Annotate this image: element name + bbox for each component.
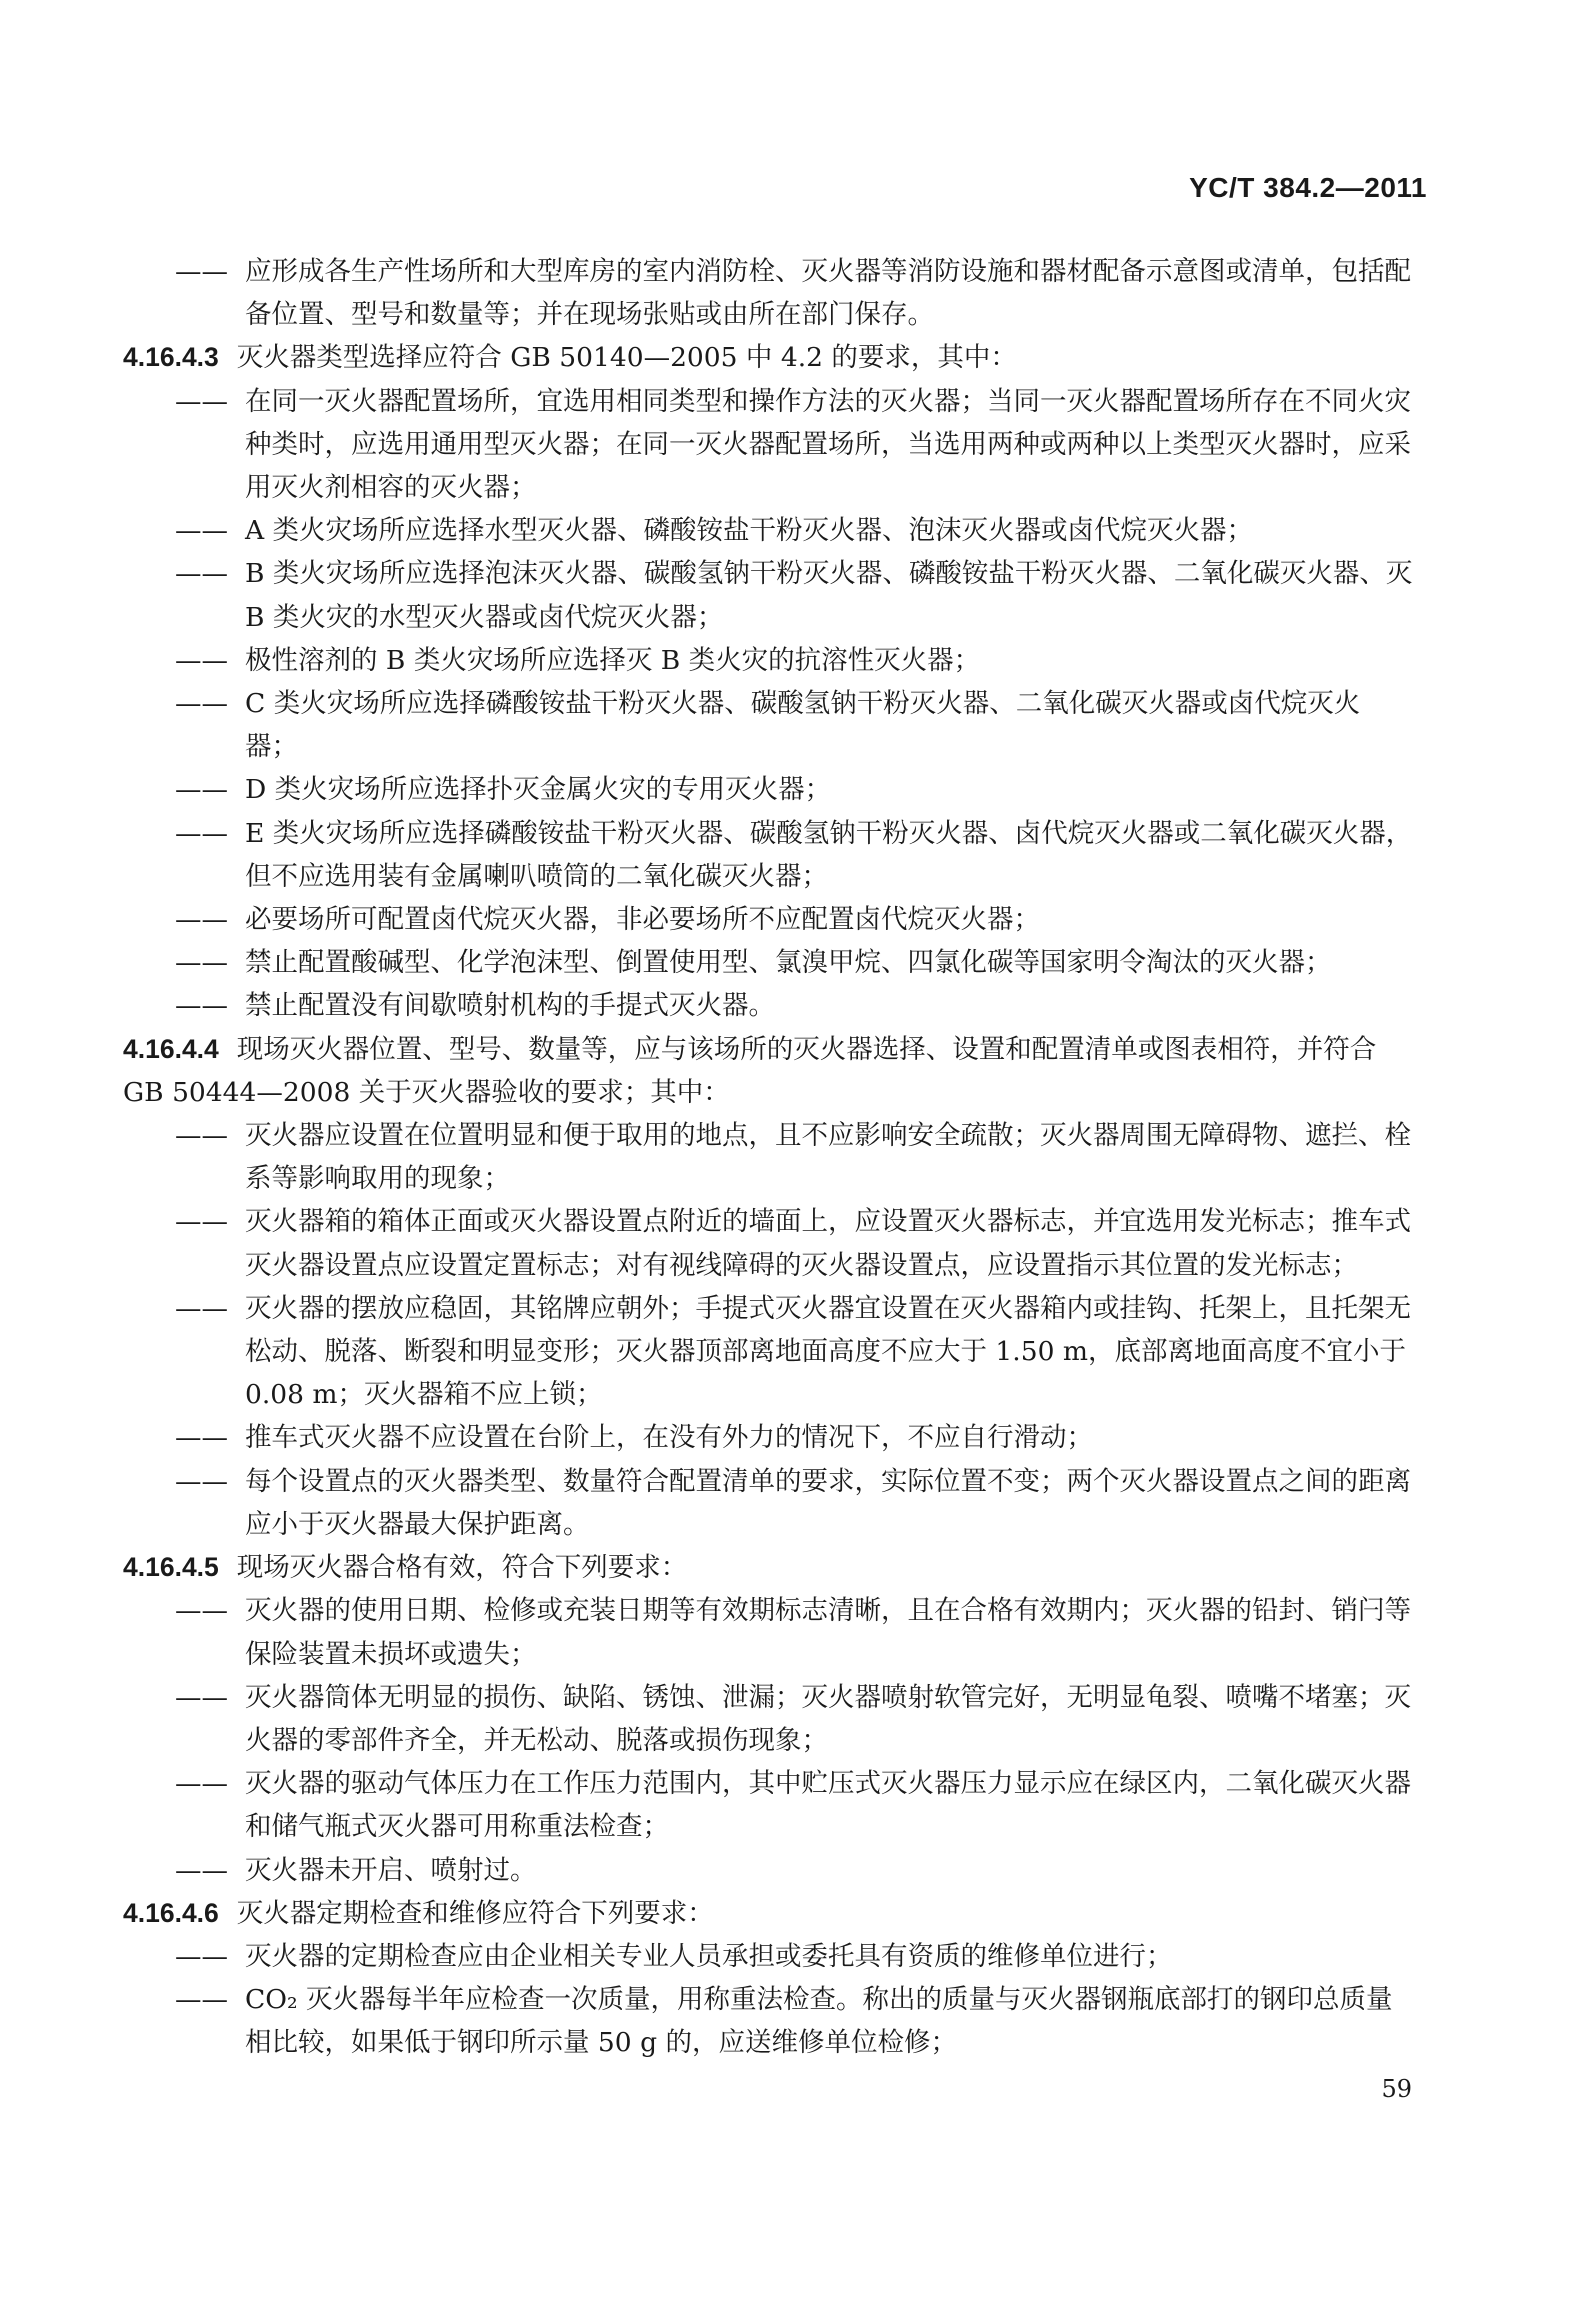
section-clause xyxy=(123,1028,1413,1114)
clause-number: 4.16.4.5 xyxy=(123,1552,219,1583)
list-item xyxy=(123,984,1413,1027)
clause-text: 现场灭火器位置、型号、数量等，应与该场所的灭火器选择、设置和配置清单或图表相符，并符合 GB 50444—2008 关于灭火器验收的要求；其中： xyxy=(123,1033,1377,1108)
item-text: 必要场所可配置卤代烷灭火器，非必要场所不应配置卤代烷灭火器； xyxy=(245,904,1040,936)
list-item xyxy=(123,250,1413,336)
item-dash: —— xyxy=(175,1681,228,1713)
list-item xyxy=(123,941,1413,984)
item-text: 灭火器的定期检查应由企业相关专业人员承担或委托具有资质的维修单位进行； xyxy=(245,1940,1173,1972)
item-dash: —— xyxy=(175,256,228,287)
list-item xyxy=(123,1416,1413,1459)
item-text: 灭火器箱的箱体正面或灭火器设置点附近的墙面上，应设置灭火器标志，并宜选用发光标志；推车式灭火器设置点应设置定置标志；对有视线障碍的灭火器设置点，应设置指示其位置的发光标志； xyxy=(245,1206,1411,1281)
item-dash: —— xyxy=(175,1940,228,1972)
list-item xyxy=(123,639,1413,682)
page-number: 59 xyxy=(1381,2075,1412,2103)
list-item xyxy=(123,1589,1413,1675)
list-item xyxy=(123,509,1413,552)
clause-number: 4.16.4.6 xyxy=(123,1897,219,1928)
item-dash: —— xyxy=(175,515,228,547)
document-body xyxy=(123,250,1413,2065)
item-text: 禁止配置酸碱型、化学泡沫型、倒置使用型、氯溴甲烷、四氯化碳等国家明令淘汰的灭火器； xyxy=(245,947,1332,979)
item-text: C 类火灾场所应选择磷酸铵盐干粉灭火器、碳酸氢钠干粉灭火器、二氧化碳灭火器或卤代烷灭火器； xyxy=(245,688,1361,763)
item-dash: —— xyxy=(175,558,228,590)
item-dash: —— xyxy=(175,947,228,979)
item-dash: —— xyxy=(175,1292,228,1324)
item-text: D 类火灾场所应选择扑灭金属火灾的专用灭火器； xyxy=(245,774,832,806)
list-item xyxy=(123,1762,1413,1848)
clause-number: 4.16.4.3 xyxy=(123,342,219,373)
item-text: 极性溶剂的 B 类火灾场所应选择灭 B 类火灾的抗溶性灭火器； xyxy=(245,644,981,676)
item-text: 灭火器未开启、喷射过。 xyxy=(245,1854,537,1886)
item-dash: —— xyxy=(175,774,228,806)
item-dash: —— xyxy=(175,817,228,849)
list-item xyxy=(123,1287,1413,1417)
item-text: 应形成各生产性场所和大型库房的室内消防栓、灭火器等消防设施和器材配备示意图或清单，包括配备位置、型号和数量等；并在现场张贴或由所在部门保存。 xyxy=(245,256,1411,331)
item-text: 灭火器筒体无明显的损伤、缺陷、锈蚀、泄漏；灭火器喷射软管完好，无明显龟裂、喷嘴不堵塞；灭火器的零部件齐全，并无松动、脱落或损伤现象； xyxy=(245,1681,1411,1756)
clause-number: 4.16.4.4 xyxy=(123,1033,219,1064)
list-item xyxy=(123,768,1413,811)
clause-text: 灭火器定期检查和维修应符合下列要求： xyxy=(236,1897,714,1929)
list-item xyxy=(123,898,1413,941)
list-item xyxy=(123,1460,1413,1546)
list-item xyxy=(123,1849,1413,1892)
item-text: 禁止配置没有间歇喷射机构的手提式灭火器。 xyxy=(245,990,775,1022)
item-dash: —— xyxy=(175,1465,228,1497)
item-text: 每个设置点的灭火器类型、数量符合配置清单的要求，实际位置不变；两个灭火器设置点之间的距离应小于灭火器最大保护距离。 xyxy=(245,1465,1411,1540)
section-clause xyxy=(123,1546,1413,1589)
list-item xyxy=(123,1676,1413,1762)
item-text: 在同一灭火器配置场所，宜选用相同类型和操作方法的灭火器；当同一灭火器配置场所存在不同火灾种类时，应选用通用型灭火器；在同一灭火器配置场所，当选用两种或两种以上类型灭火器时，应采用灭火剂相容的灭火器； xyxy=(245,385,1411,504)
item-dash: —— xyxy=(175,1984,228,2016)
list-item xyxy=(123,682,1413,768)
list-item xyxy=(123,812,1413,898)
section-clause xyxy=(123,336,1413,379)
item-dash: —— xyxy=(175,1768,228,1800)
item-dash: —— xyxy=(175,1422,228,1454)
item-text: 推车式灭火器不应设置在台阶上，在没有外力的情况下，不应自行滑动； xyxy=(245,1422,1093,1454)
section-clause xyxy=(123,1892,1413,1935)
clause-text: 现场灭火器合格有效，符合下列要求： xyxy=(236,1552,688,1584)
list-item xyxy=(123,1935,1413,1978)
list-item xyxy=(123,1200,1413,1286)
list-item xyxy=(123,380,1413,510)
list-item xyxy=(123,552,1413,638)
clause-text: 灭火器类型选择应符合 GB 50140—2005 中 4.2 的要求，其中： xyxy=(236,342,1017,374)
item-text: 灭火器的摆放应稳固，其铭牌应朝外；手提式灭火器宜设置在灭火器箱内或挂钩、托架上，且托架无松动、脱落、断裂和明显变形；灭火器顶部离地面高度不应大于 1.50 m，底部离地面高度不宜小于 0.08 m；灭火器箱不应上锁； xyxy=(245,1292,1411,1411)
item-dash: —— xyxy=(175,1120,228,1152)
item-dash: —— xyxy=(175,990,228,1022)
item-text: 灭火器的使用日期、检修或充装日期等有效期标志清晰，且在合格有效期内；灭火器的铅封、销闩等保险装置未损坏或遗失； xyxy=(245,1595,1411,1670)
list-item xyxy=(123,1114,1413,1200)
item-text: E 类火灾场所应选择磷酸铵盐干粉灭火器、碳酸氢钠干粉灭火器、卤代烷灭火器或二氧化碳灭火器，但不应选用装有金属喇叭喷筒的二氧化碳灭火器； xyxy=(245,817,1413,892)
item-dash: —— xyxy=(175,644,228,676)
item-text: A 类火灾场所应选择水型灭火器、磷酸铵盐干粉灭火器、泡沫灭火器或卤代烷灭火器； xyxy=(245,515,1254,547)
standard-code: YC/T 384.2—2011 xyxy=(1189,172,1427,203)
item-dash: —— xyxy=(175,1595,228,1627)
list-item xyxy=(123,1978,1413,2064)
item-text: CO₂ 灭火器每半年应检查一次质量，用称重法检查。称出的质量与灭火器钢瓶底部打的钢印总质量相比较，如果低于钢印所示量 50 g 的，应送维修单位检修； xyxy=(245,1984,1393,2059)
item-dash: —— xyxy=(175,688,228,720)
item-dash: —— xyxy=(175,1206,228,1238)
item-text: 灭火器的驱动气体压力在工作压力范围内，其中贮压式灭火器压力显示应在绿区内，二氧化碳灭火器和储气瓶式灭火器可用称重法检查； xyxy=(245,1768,1411,1843)
item-dash: —— xyxy=(175,385,228,417)
item-text: 灭火器应设置在位置明显和便于取用的地点，且不应影响安全疏散；灭火器周围无障碍物、遮拦、栓系等影响取用的现象； xyxy=(245,1120,1411,1195)
item-text: B 类火灾场所应选择泡沫灭火器、碳酸氢钠干粉灭火器、磷酸铵盐干粉灭火器、二氧化碳灭火器、灭 B 类火灾的水型灭火器或卤代烷灭火器； xyxy=(245,558,1413,633)
item-dash: —— xyxy=(175,1854,228,1886)
item-dash: —— xyxy=(175,904,228,936)
